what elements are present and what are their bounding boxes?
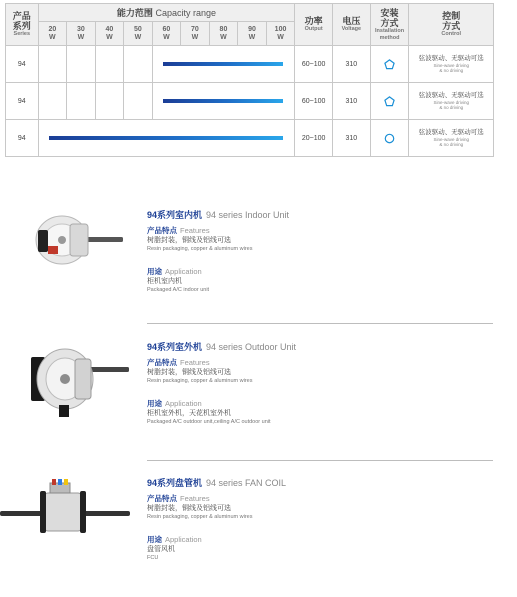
usage-label — [147, 267, 289, 277]
capacity-col-unit: W — [220, 33, 227, 41]
product-outdoor-unit — [0, 337, 517, 452]
features-cn: 产品特点 — [147, 226, 177, 235]
capacity-col-40w — [95, 22, 124, 46]
capacity-col-value: 100 — [274, 25, 287, 33]
features-en: Features — [180, 226, 210, 235]
capacity-col-60w — [152, 22, 181, 46]
usage-cn: 用途 — [147, 535, 162, 544]
row-install — [370, 46, 409, 83]
capacity-col-80w — [209, 22, 238, 46]
row-output: 60~100 — [295, 46, 333, 83]
table-row — [6, 120, 494, 157]
capacity-col-50w — [124, 22, 153, 46]
capacity-col-value: 70 — [191, 25, 199, 33]
capacity-col-30w — [67, 22, 96, 46]
title-cn: 94系列室外机 — [147, 342, 203, 352]
control-en: Sine-wave driving & no driving — [433, 62, 469, 73]
header-installation — [370, 4, 409, 46]
features-label — [147, 358, 296, 368]
capacity-col-value: 20 — [48, 25, 57, 33]
title-en: 94 series Outdoor Unit — [206, 342, 297, 352]
row-voltage: 310 — [333, 46, 371, 83]
product-title — [147, 477, 286, 489]
section-divider — [147, 323, 493, 324]
row-series: 94 — [6, 46, 39, 83]
usage-line-cn: 柜机室内机 — [147, 278, 182, 285]
header-output-cn: 功率 — [304, 16, 323, 26]
usage-cn: 用途 — [147, 399, 162, 408]
control-en: Sine-wave driving & no driving — [433, 99, 469, 110]
features-en: Features — [180, 494, 210, 503]
usage-label — [147, 399, 296, 409]
capacity-col-100w — [266, 22, 295, 46]
control-en: Sine-wave driving & no driving — [433, 136, 469, 147]
indoor-motor-image — [30, 210, 125, 275]
capacity-col-unit: W — [163, 33, 170, 41]
row-output: 20~100 — [295, 120, 333, 157]
fan-coil-text-block — [147, 477, 286, 562]
capacity-range-bar — [163, 99, 283, 103]
features-en: Features — [180, 358, 210, 367]
header-output — [295, 4, 333, 46]
header-install-en: Installation method — [375, 27, 405, 41]
row-install — [370, 120, 409, 157]
usage-label — [147, 535, 286, 545]
control-cn: 弦波驱动、无驱动可选 — [418, 54, 484, 62]
product-title — [147, 341, 296, 353]
capacity-bar-cell — [38, 46, 67, 83]
features-line-cn: 树脂封装，铜线及铝线可选 — [147, 369, 231, 376]
features-line-en: Resin packaging, copper & aluminum wires — [147, 514, 253, 520]
header-series — [6, 4, 39, 46]
pentagon-icon — [384, 96, 395, 107]
capacity-col-value: 50 — [134, 25, 142, 33]
header-voltage-cn: 电压 — [342, 16, 361, 26]
header-control — [409, 4, 494, 46]
table-row — [6, 83, 494, 120]
capacity-col-value: 40 — [105, 25, 114, 33]
capacity-range-bar — [163, 62, 283, 66]
header-voltage-en: Voltage — [341, 26, 362, 32]
usage-line-cn: 盘管风机 — [147, 546, 175, 553]
capacity-col-unit: W — [77, 33, 85, 41]
capacity-col-unit: W — [277, 33, 284, 41]
row-control — [409, 46, 494, 83]
capacity-col-unit: W — [106, 33, 113, 41]
outdoor-motor-image — [25, 339, 130, 424]
capacity-col-value: 60 — [162, 25, 171, 33]
capacity-spec-table — [5, 3, 494, 157]
header-control-en: Control — [441, 31, 461, 37]
product-indoor-unit — [0, 205, 517, 320]
usage-en: Application — [165, 535, 202, 544]
header-output-en: Output — [304, 26, 323, 32]
capacity-col-90w — [238, 22, 267, 46]
features-label — [147, 226, 289, 236]
row-voltage: 310 — [333, 83, 371, 120]
capacity-col-unit: W — [248, 33, 256, 41]
row-install — [370, 83, 409, 120]
capacity-col-value: 30 — [76, 25, 85, 33]
header-control-cn: 控制 方式 — [442, 11, 461, 31]
indoor-text-block — [147, 209, 289, 294]
features-line-cn: 树脂封装，铜线及铝线可选 — [147, 237, 231, 244]
row-series: 94 — [6, 120, 39, 157]
usage-en: Application — [165, 399, 202, 408]
table-row — [6, 46, 494, 83]
row-output: 60~100 — [295, 83, 333, 120]
features-cn: 产品特点 — [147, 358, 177, 367]
features-line-cn: 树脂封装，铜线及铝线可选 — [147, 505, 231, 512]
features-line-en: Resin packaging, copper & aluminum wires — [147, 378, 253, 384]
capacity-col-unit: W — [191, 33, 199, 41]
product-title — [147, 209, 289, 221]
capacity-col-unit: W — [49, 33, 56, 41]
fan-coil-motor-image — [0, 475, 132, 550]
header-voltage — [333, 4, 371, 46]
features-label — [147, 494, 286, 504]
row-series: 94 — [6, 83, 39, 120]
capacity-col-unit: W — [134, 33, 142, 41]
title-cn: 94系列盘管机 — [147, 478, 203, 488]
control-cn: 弦波驱动、无驱动可选 — [418, 91, 484, 99]
capacity-col-value: 80 — [219, 25, 228, 33]
usage-line-en: Packaged A/C outdoor unit,ceiling A/C outdoor unit — [147, 419, 271, 425]
row-control — [409, 120, 494, 157]
header-capacity-range — [38, 4, 295, 22]
usage-line-en: FCU — [147, 555, 159, 561]
control-cn: 弦波驱动、无驱动可选 — [418, 128, 484, 136]
features-line-en: Resin packaging, copper & aluminum wires — [147, 246, 253, 252]
capacity-range-bar — [49, 136, 283, 140]
row-voltage: 310 — [333, 120, 371, 157]
product-fan-coil — [0, 473, 517, 588]
capacity-col-20w — [38, 22, 67, 46]
header-series-en: Series — [13, 31, 31, 37]
row-control — [409, 83, 494, 120]
usage-line-en: Packaged A/C indoor unit — [147, 287, 210, 293]
title-cn: 94系列室内机 — [147, 210, 203, 220]
usage-line-cn: 柜机室外机，天花机室外机 — [147, 410, 231, 417]
features-cn: 产品特点 — [147, 494, 177, 503]
header-series-cn: 产品 系列 — [12, 11, 31, 31]
capacity-col-value: 90 — [248, 25, 256, 33]
title-en: 94 series FAN COIL — [206, 478, 287, 488]
header-range-en: Capacity range — [155, 8, 216, 18]
section-divider — [147, 460, 493, 461]
pentagon-icon — [384, 59, 395, 70]
title-en: 94 series Indoor Unit — [206, 210, 290, 220]
capacity-bar-track — [38, 120, 295, 157]
header-install-cn: 安装 方式 — [380, 7, 399, 28]
circle-icon — [384, 133, 395, 144]
capacity-bar-track — [152, 83, 295, 120]
capacity-col-70w — [181, 22, 210, 46]
outdoor-text-block — [147, 341, 296, 426]
usage-cn: 用途 — [147, 267, 162, 276]
usage-en: Application — [165, 267, 202, 276]
header-range-cn: 能力范围 — [116, 8, 153, 18]
capacity-bar-track — [152, 46, 295, 83]
